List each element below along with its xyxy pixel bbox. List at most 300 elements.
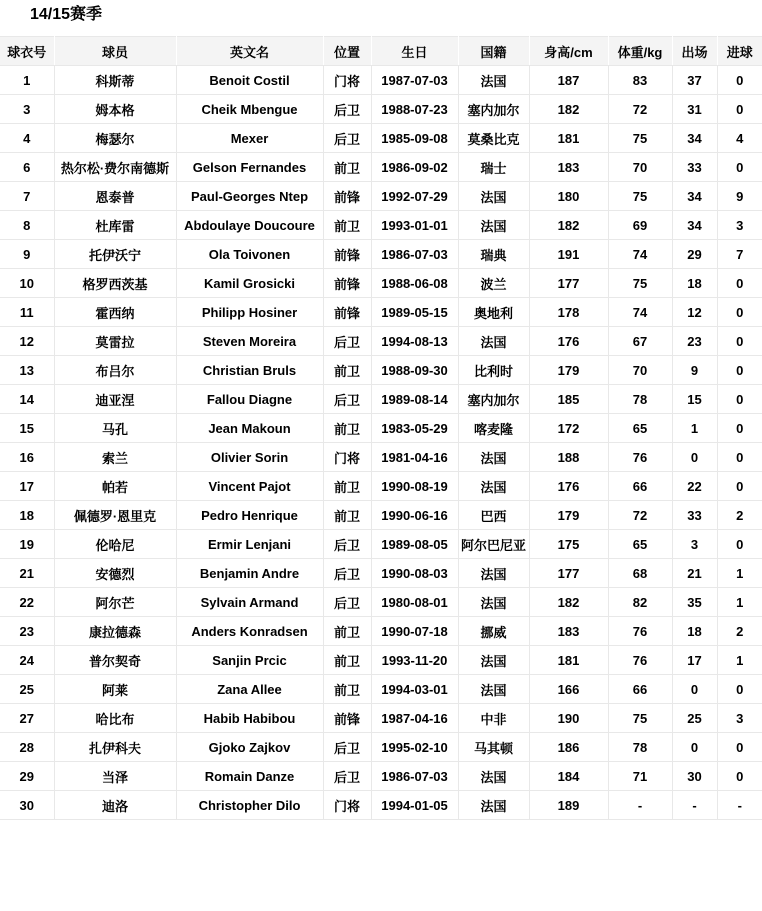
table-cell: 28 bbox=[0, 733, 54, 762]
table-cell: 科斯蒂 bbox=[54, 66, 176, 95]
table-cell: 前卫 bbox=[323, 414, 371, 443]
table-cell: 后卫 bbox=[323, 385, 371, 414]
table-cell: 塞内加尔 bbox=[458, 385, 529, 414]
table-cell: 1994-03-01 bbox=[371, 675, 458, 704]
table-cell: 72 bbox=[608, 95, 672, 124]
table-cell: 前锋 bbox=[323, 298, 371, 327]
table-cell: 68 bbox=[608, 559, 672, 588]
table-cell: 78 bbox=[608, 385, 672, 414]
table-cell: 0 bbox=[717, 443, 762, 472]
table-cell: 法国 bbox=[458, 182, 529, 211]
table-cell: 法国 bbox=[458, 762, 529, 791]
table-cell: 76 bbox=[608, 443, 672, 472]
table-cell: 23 bbox=[672, 327, 717, 356]
table-cell: 前锋 bbox=[323, 182, 371, 211]
table-cell: 后卫 bbox=[323, 588, 371, 617]
table-cell: 0 bbox=[717, 327, 762, 356]
table-cell: 0 bbox=[672, 675, 717, 704]
table-cell: 10 bbox=[0, 269, 54, 298]
table-cell: 法国 bbox=[458, 66, 529, 95]
table-cell: 0 bbox=[717, 385, 762, 414]
table-cell: 前卫 bbox=[323, 501, 371, 530]
column-header: 出场 bbox=[672, 37, 717, 66]
table-cell: 181 bbox=[529, 124, 608, 153]
table-cell: 梅瑟尔 bbox=[54, 124, 176, 153]
table-cell: 门将 bbox=[323, 791, 371, 820]
table-row bbox=[0, 646, 762, 675]
table-cell: 9 bbox=[672, 356, 717, 385]
table-cell: 马孔 bbox=[54, 414, 176, 443]
table-cell: Abdoulaye Doucoure bbox=[176, 211, 323, 240]
table-cell: 29 bbox=[672, 240, 717, 269]
table-cell: 后卫 bbox=[323, 733, 371, 762]
table-cell: 69 bbox=[608, 211, 672, 240]
table-row bbox=[0, 704, 762, 733]
table-cell: 1985-09-08 bbox=[371, 124, 458, 153]
table-cell: 0 bbox=[672, 733, 717, 762]
table-cell: 183 bbox=[529, 153, 608, 182]
table-cell: 24 bbox=[0, 646, 54, 675]
table-row bbox=[0, 211, 762, 240]
table-cell: Paul-Georges Ntep bbox=[176, 182, 323, 211]
table-cell: 15 bbox=[672, 385, 717, 414]
table-cell: - bbox=[717, 791, 762, 820]
table-cell: 30 bbox=[0, 791, 54, 820]
table-cell: 1989-08-05 bbox=[371, 530, 458, 559]
table-cell: 波兰 bbox=[458, 269, 529, 298]
table-cell: 中非 bbox=[458, 704, 529, 733]
table-cell: 72 bbox=[608, 501, 672, 530]
column-header: 体重/kg bbox=[608, 37, 672, 66]
table-cell: 182 bbox=[529, 211, 608, 240]
column-header: 球员 bbox=[54, 37, 176, 66]
table-cell: 1986-07-03 bbox=[371, 240, 458, 269]
table-cell: 法国 bbox=[458, 211, 529, 240]
table-cell: Christopher Dilo bbox=[176, 791, 323, 820]
table-cell: Steven Moreira bbox=[176, 327, 323, 356]
table-cell: 法国 bbox=[458, 327, 529, 356]
table-cell: 71 bbox=[608, 762, 672, 791]
table-cell: 16 bbox=[0, 443, 54, 472]
table-row bbox=[0, 675, 762, 704]
table-cell: 法国 bbox=[458, 675, 529, 704]
table-cell: 安德烈 bbox=[54, 559, 176, 588]
table-cell: 178 bbox=[529, 298, 608, 327]
table-cell: Pedro Henrique bbox=[176, 501, 323, 530]
table-cell: 普尔契奇 bbox=[54, 646, 176, 675]
table-row bbox=[0, 153, 762, 182]
table-cell: 1992-07-29 bbox=[371, 182, 458, 211]
table-cell: 0 bbox=[717, 733, 762, 762]
table-cell: 霍西纳 bbox=[54, 298, 176, 327]
table-cell: 67 bbox=[608, 327, 672, 356]
table-row bbox=[0, 472, 762, 501]
table-cell: 175 bbox=[529, 530, 608, 559]
table-cell: 1993-11-20 bbox=[371, 646, 458, 675]
table-cell: 76 bbox=[608, 646, 672, 675]
table-cell: 伦哈尼 bbox=[54, 530, 176, 559]
roster-table bbox=[0, 36, 762, 820]
table-cell: 11 bbox=[0, 298, 54, 327]
table-cell: 1 bbox=[717, 646, 762, 675]
table-cell: 前卫 bbox=[323, 646, 371, 675]
table-cell: 1987-07-03 bbox=[371, 66, 458, 95]
table-cell: 2 bbox=[717, 617, 762, 646]
table-cell: 0 bbox=[717, 356, 762, 385]
table-cell: 21 bbox=[0, 559, 54, 588]
table-cell: 183 bbox=[529, 617, 608, 646]
table-row bbox=[0, 298, 762, 327]
table-cell: 前卫 bbox=[323, 356, 371, 385]
table-cell: 177 bbox=[529, 559, 608, 588]
table-cell: 15 bbox=[0, 414, 54, 443]
table-cell: 1993-01-01 bbox=[371, 211, 458, 240]
table-cell: 4 bbox=[0, 124, 54, 153]
table-cell: 75 bbox=[608, 182, 672, 211]
table-cell: 1 bbox=[672, 414, 717, 443]
table-cell: 7 bbox=[717, 240, 762, 269]
table-cell: 迪亚涅 bbox=[54, 385, 176, 414]
table-cell: 马其顿 bbox=[458, 733, 529, 762]
table-cell: 7 bbox=[0, 182, 54, 211]
table-cell: 34 bbox=[672, 211, 717, 240]
table-cell: 37 bbox=[672, 66, 717, 95]
table-cell: 1995-02-10 bbox=[371, 733, 458, 762]
table-cell: 后卫 bbox=[323, 327, 371, 356]
table-cell: 14 bbox=[0, 385, 54, 414]
table-cell: 0 bbox=[717, 762, 762, 791]
table-cell: 佩德罗·恩里克 bbox=[54, 501, 176, 530]
table-cell: 比利时 bbox=[458, 356, 529, 385]
table-cell: 27 bbox=[0, 704, 54, 733]
table-row bbox=[0, 124, 762, 153]
column-header: 国籍 bbox=[458, 37, 529, 66]
table-cell: 177 bbox=[529, 269, 608, 298]
table-cell: 1987-04-16 bbox=[371, 704, 458, 733]
header-row bbox=[0, 37, 762, 66]
table-cell: 布吕尔 bbox=[54, 356, 176, 385]
table-cell: 1994-08-13 bbox=[371, 327, 458, 356]
table-cell: 莫桑比克 bbox=[458, 124, 529, 153]
table-cell: 34 bbox=[672, 124, 717, 153]
table-cell: 31 bbox=[672, 95, 717, 124]
table-cell: 22 bbox=[672, 472, 717, 501]
table-row bbox=[0, 733, 762, 762]
table-cell: 姆本格 bbox=[54, 95, 176, 124]
table-row bbox=[0, 240, 762, 269]
table-cell: 4 bbox=[717, 124, 762, 153]
column-header: 身高/cm bbox=[529, 37, 608, 66]
table-cell: Kamil Grosicki bbox=[176, 269, 323, 298]
table-row bbox=[0, 501, 762, 530]
column-header: 位置 bbox=[323, 37, 371, 66]
table-cell: 180 bbox=[529, 182, 608, 211]
table-cell: 181 bbox=[529, 646, 608, 675]
table-cell: 3 bbox=[0, 95, 54, 124]
table-cell: 0 bbox=[717, 95, 762, 124]
table-cell: 70 bbox=[608, 153, 672, 182]
table-row bbox=[0, 327, 762, 356]
table-cell: 前卫 bbox=[323, 211, 371, 240]
column-header: 球衣号 bbox=[0, 37, 54, 66]
table-cell: 65 bbox=[608, 414, 672, 443]
table-cell: 瑞典 bbox=[458, 240, 529, 269]
table-cell: 法国 bbox=[458, 646, 529, 675]
table-cell: 13 bbox=[0, 356, 54, 385]
table-cell: 前卫 bbox=[323, 617, 371, 646]
table-cell: 3 bbox=[717, 211, 762, 240]
table-row bbox=[0, 356, 762, 385]
table-cell: Benjamin Andre bbox=[176, 559, 323, 588]
table-cell: 9 bbox=[717, 182, 762, 211]
table-cell: 78 bbox=[608, 733, 672, 762]
table-row bbox=[0, 95, 762, 124]
table-cell: 66 bbox=[608, 472, 672, 501]
table-cell: 1988-06-08 bbox=[371, 269, 458, 298]
table-cell: 1989-08-14 bbox=[371, 385, 458, 414]
table-cell: 0 bbox=[717, 66, 762, 95]
table-row bbox=[0, 443, 762, 472]
table-cell: Philipp Hosiner bbox=[176, 298, 323, 327]
table-cell: 19 bbox=[0, 530, 54, 559]
table-cell: 172 bbox=[529, 414, 608, 443]
table-cell: 1989-05-15 bbox=[371, 298, 458, 327]
table-cell: 阿尔巴尼亚 bbox=[458, 530, 529, 559]
table-cell: 12 bbox=[0, 327, 54, 356]
table-row bbox=[0, 617, 762, 646]
table-cell: 前锋 bbox=[323, 269, 371, 298]
table-cell: 190 bbox=[529, 704, 608, 733]
table-cell: 热尔松·费尔南德斯 bbox=[54, 153, 176, 182]
table-cell: 迪洛 bbox=[54, 791, 176, 820]
table-cell: 176 bbox=[529, 327, 608, 356]
table-row bbox=[0, 66, 762, 95]
table-cell: Vincent Pajot bbox=[176, 472, 323, 501]
table-cell: 1986-07-03 bbox=[371, 762, 458, 791]
table-cell: 182 bbox=[529, 95, 608, 124]
table-cell: 179 bbox=[529, 501, 608, 530]
table-cell: 8 bbox=[0, 211, 54, 240]
table-cell: 1990-08-19 bbox=[371, 472, 458, 501]
page-title: 14/15赛季 bbox=[30, 6, 103, 23]
table-cell: 17 bbox=[0, 472, 54, 501]
table-cell: Christian Bruls bbox=[176, 356, 323, 385]
table-cell: Gelson Fernandes bbox=[176, 153, 323, 182]
table-cell: 189 bbox=[529, 791, 608, 820]
table-cell: 33 bbox=[672, 153, 717, 182]
table-cell: 帕若 bbox=[54, 472, 176, 501]
table-cell: 挪威 bbox=[458, 617, 529, 646]
table-cell: 1986-09-02 bbox=[371, 153, 458, 182]
table-cell: 1981-04-16 bbox=[371, 443, 458, 472]
table-cell: 18 bbox=[672, 617, 717, 646]
table-cell: 后卫 bbox=[323, 530, 371, 559]
table-cell: 扎伊科夫 bbox=[54, 733, 176, 762]
table-cell: 179 bbox=[529, 356, 608, 385]
table-cell: 巴西 bbox=[458, 501, 529, 530]
table-cell: Ermir Lenjani bbox=[176, 530, 323, 559]
table-cell: Olivier Sorin bbox=[176, 443, 323, 472]
table-cell: 74 bbox=[608, 240, 672, 269]
table-cell: 191 bbox=[529, 240, 608, 269]
table-cell: 前卫 bbox=[323, 675, 371, 704]
table-cell: 65 bbox=[608, 530, 672, 559]
table-cell: 后卫 bbox=[323, 95, 371, 124]
table-row bbox=[0, 762, 762, 791]
table-row bbox=[0, 791, 762, 820]
table-row bbox=[0, 530, 762, 559]
table-cell: 22 bbox=[0, 588, 54, 617]
table-cell: 3 bbox=[717, 704, 762, 733]
table-cell: 21 bbox=[672, 559, 717, 588]
table-cell: 33 bbox=[672, 501, 717, 530]
table-cell: Fallou Diagne bbox=[176, 385, 323, 414]
table-cell: 1988-07-23 bbox=[371, 95, 458, 124]
table-cell: 前卫 bbox=[323, 153, 371, 182]
table-cell: 74 bbox=[608, 298, 672, 327]
table-cell: 0 bbox=[717, 530, 762, 559]
table-cell: 法国 bbox=[458, 559, 529, 588]
table-cell: 1990-06-16 bbox=[371, 501, 458, 530]
table-cell: 182 bbox=[529, 588, 608, 617]
table-cell: 阿尔芒 bbox=[54, 588, 176, 617]
table-cell: 前卫 bbox=[323, 472, 371, 501]
table-cell: - bbox=[672, 791, 717, 820]
table-cell: Anders Konradsen bbox=[176, 617, 323, 646]
table-cell: 1990-08-03 bbox=[371, 559, 458, 588]
table-cell: Romain Danze bbox=[176, 762, 323, 791]
table-cell: 70 bbox=[608, 356, 672, 385]
table-cell: 23 bbox=[0, 617, 54, 646]
table-cell: Ola Toivonen bbox=[176, 240, 323, 269]
table-cell: 25 bbox=[672, 704, 717, 733]
table-cell: Habib Habibou bbox=[176, 704, 323, 733]
table-cell: 0 bbox=[717, 472, 762, 501]
table-cell: 3 bbox=[672, 530, 717, 559]
table-cell: 喀麦隆 bbox=[458, 414, 529, 443]
table-cell: 恩泰普 bbox=[54, 182, 176, 211]
table-cell: Benoit Costil bbox=[176, 66, 323, 95]
table-cell: 6 bbox=[0, 153, 54, 182]
column-header: 生日 bbox=[371, 37, 458, 66]
table-cell: 176 bbox=[529, 472, 608, 501]
table-cell: 法国 bbox=[458, 443, 529, 472]
table-cell: 75 bbox=[608, 124, 672, 153]
table-cell: 奥地利 bbox=[458, 298, 529, 327]
table-cell: 187 bbox=[529, 66, 608, 95]
table-cell: 当泽 bbox=[54, 762, 176, 791]
table-body bbox=[0, 66, 762, 820]
table-cell: 门将 bbox=[323, 66, 371, 95]
table-cell: 18 bbox=[672, 269, 717, 298]
table-cell: 康拉德森 bbox=[54, 617, 176, 646]
table-cell: 后卫 bbox=[323, 762, 371, 791]
table-cell: 门将 bbox=[323, 443, 371, 472]
table-cell: 18 bbox=[0, 501, 54, 530]
table-cell: 后卫 bbox=[323, 124, 371, 153]
table-cell: - bbox=[608, 791, 672, 820]
table-cell: 75 bbox=[608, 269, 672, 298]
table-cell: 0 bbox=[672, 443, 717, 472]
table-cell: 35 bbox=[672, 588, 717, 617]
table-cell: Jean Makoun bbox=[176, 414, 323, 443]
table-cell: 1 bbox=[0, 66, 54, 95]
table-cell: 75 bbox=[608, 704, 672, 733]
table-cell: 后卫 bbox=[323, 559, 371, 588]
table-cell: 83 bbox=[608, 66, 672, 95]
table-cell: 瑞士 bbox=[458, 153, 529, 182]
table-cell: 9 bbox=[0, 240, 54, 269]
table-row bbox=[0, 269, 762, 298]
table-cell: 30 bbox=[672, 762, 717, 791]
table-cell: 25 bbox=[0, 675, 54, 704]
table-cell: 前锋 bbox=[323, 240, 371, 269]
table-cell: 2 bbox=[717, 501, 762, 530]
table-cell: Gjoko Zajkov bbox=[176, 733, 323, 762]
table-row bbox=[0, 414, 762, 443]
table-cell: 法国 bbox=[458, 588, 529, 617]
table-cell: 哈比布 bbox=[54, 704, 176, 733]
table-cell: 188 bbox=[529, 443, 608, 472]
table-cell: 1990-07-18 bbox=[371, 617, 458, 646]
table-cell: 1 bbox=[717, 559, 762, 588]
table-cell: Zana Allee bbox=[176, 675, 323, 704]
table-cell: 阿莱 bbox=[54, 675, 176, 704]
table-cell: 0 bbox=[717, 298, 762, 327]
table-cell: 塞内加尔 bbox=[458, 95, 529, 124]
table-cell: 12 bbox=[672, 298, 717, 327]
column-header: 英文名 bbox=[176, 37, 323, 66]
table-cell: 杜库雷 bbox=[54, 211, 176, 240]
table-cell: 法国 bbox=[458, 791, 529, 820]
table-cell: 1988-09-30 bbox=[371, 356, 458, 385]
table-cell: 82 bbox=[608, 588, 672, 617]
table-cell: 莫雷拉 bbox=[54, 327, 176, 356]
table-cell: 166 bbox=[529, 675, 608, 704]
table-cell: 格罗西茨基 bbox=[54, 269, 176, 298]
table-cell: 66 bbox=[608, 675, 672, 704]
table-cell: 0 bbox=[717, 269, 762, 298]
table-cell: 托伊沃宁 bbox=[54, 240, 176, 269]
table-cell: Sylvain Armand bbox=[176, 588, 323, 617]
table-row bbox=[0, 588, 762, 617]
table-cell: 索兰 bbox=[54, 443, 176, 472]
table-cell: 185 bbox=[529, 385, 608, 414]
table-cell: 1 bbox=[717, 588, 762, 617]
table-row bbox=[0, 182, 762, 211]
table-row bbox=[0, 385, 762, 414]
table-cell: 1994-01-05 bbox=[371, 791, 458, 820]
table-cell: 184 bbox=[529, 762, 608, 791]
table-cell: 186 bbox=[529, 733, 608, 762]
table-cell: 法国 bbox=[458, 472, 529, 501]
table-cell: 17 bbox=[672, 646, 717, 675]
table-cell: Mexer bbox=[176, 124, 323, 153]
table-cell: 前锋 bbox=[323, 704, 371, 733]
table-cell: Cheik Mbengue bbox=[176, 95, 323, 124]
table-cell: 0 bbox=[717, 675, 762, 704]
table-cell: 1980-08-01 bbox=[371, 588, 458, 617]
table-cell: 76 bbox=[608, 617, 672, 646]
column-header: 进球 bbox=[717, 37, 762, 66]
table-cell: Sanjin Prcic bbox=[176, 646, 323, 675]
table-cell: 1983-05-29 bbox=[371, 414, 458, 443]
table-cell: 0 bbox=[717, 414, 762, 443]
table-cell: 34 bbox=[672, 182, 717, 211]
table-cell: 0 bbox=[717, 153, 762, 182]
table-row bbox=[0, 559, 762, 588]
table-cell: 29 bbox=[0, 762, 54, 791]
